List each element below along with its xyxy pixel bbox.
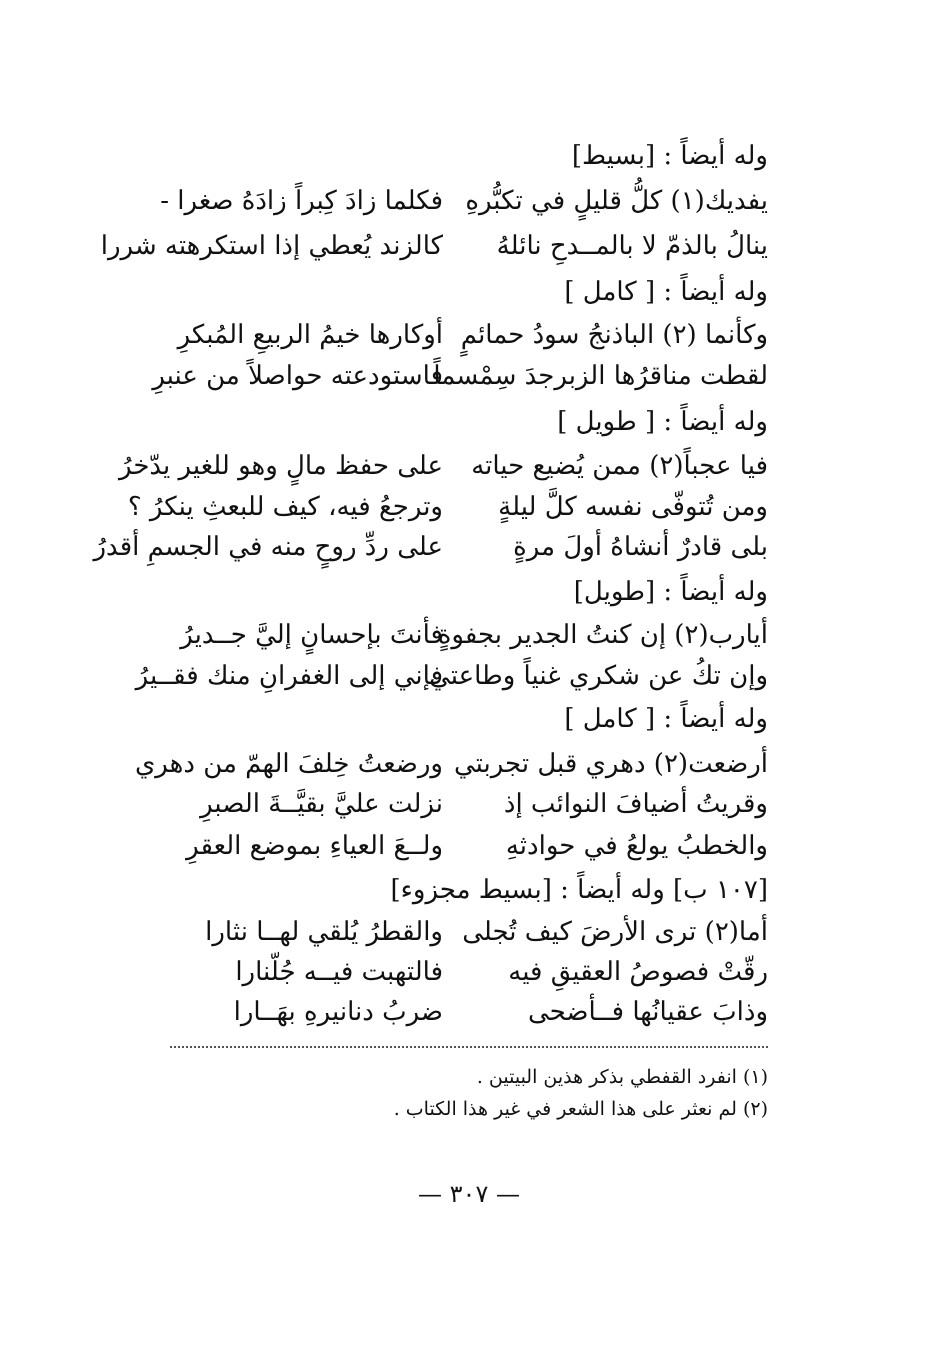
verse-second-hemistich: وترجعُ فيه، كيف للبعثِ ينكرُ ؟: [127, 492, 443, 522]
poem-header: وله أيضاً : [بسيط]: [571, 141, 768, 171]
verse-second-hemistich: ضربُ دنانيرهِ بهَــارا: [233, 997, 443, 1027]
verse-first-hemistich: بلى قادرٌ أنشاهُ أولَ مرةٍ: [513, 532, 768, 562]
verse-first-hemistich: رقّتْ فصوصُ العقيقِ فيه: [508, 957, 768, 987]
page-number: — ٣٠٧ —: [418, 1180, 520, 1208]
verse-first-hemistich: يفديك(١) كلُّ قليلٍ في تكبُّرهِ: [465, 186, 768, 216]
poem-header: وله أيضاً : [ طويل ]: [557, 407, 768, 437]
verse-first-hemistich: أيارب(٢) إن كنتُ الجدير بجفوةٍ: [437, 620, 768, 650]
verse-second-hemistich: فأنتَ بإحسانٍ إليَّ جــديرُ: [180, 620, 443, 650]
footnote-separator: [170, 1046, 768, 1048]
verse-first-hemistich: ينالُ بالذمّ لا بالمــدحِ نائلهُ: [496, 231, 768, 261]
verse-second-hemistich: أوكارها خيمُ الربيعِ المُبكرِ: [177, 320, 443, 350]
verse-first-hemistich: وذابَ عقيانُها فــأضحى: [527, 997, 768, 1027]
footnote: (١) انفرد القفطي بذكر هذين البيتين .: [476, 1066, 768, 1088]
verse-first-hemistich: فيا عجباً(٢) ممن يُضيع حياته: [471, 451, 768, 481]
verse-second-hemistich: فالتهبت فيــه جُلّنارا: [235, 957, 443, 987]
verse-second-hemistich: على حفظ مالٍ وهو للغير يدّخرُ: [118, 451, 443, 481]
poem-header: وله أيضاً : [ كامل ]: [564, 277, 768, 307]
verse-second-hemistich: على ردِّ روحٍ منه في الجسمِ أقدرُ: [93, 532, 443, 562]
verse-second-hemistich: ورضعتُ خِلفَ الهمّ من دهري: [134, 749, 443, 779]
verse-first-hemistich: ومن تُتوفّى نفسه كلَّ ليلةٍ: [498, 492, 768, 522]
verse-first-hemistich: أما(٢) ترى الأرضَ كيف تُجلى: [462, 917, 768, 947]
poem-header: وله أيضاً : [طويل]: [573, 577, 768, 607]
footnote: (٢) لم نعثر على هذا الشعر في غير هذا الكتاب .: [393, 1098, 768, 1120]
verse-second-hemistich: فإني إلى الغفرانِ منك فقــيرُ: [135, 661, 443, 691]
verse-first-hemistich: والخطبُ يولعُ في حوادثهِ: [505, 831, 768, 861]
verse-first-hemistich: وقريتُ أضيافَ النوائب إذ: [503, 789, 768, 819]
verse-second-hemistich: فاستودعته حواصلاً من عنبرِ: [152, 361, 443, 391]
verse-first-hemistich: وكأنما (٢) الباذنجُ سودُ حمائمٍ: [460, 320, 768, 350]
verse-second-hemistich: فكلما زادَ كِبراً زادَهُ صغرا -: [160, 186, 443, 216]
verse-second-hemistich: والقطرُ يُلقي لهــا نثارا: [205, 917, 443, 947]
poem-header: وله أيضاً : [ كامل ]: [564, 704, 768, 734]
verse-first-hemistich: لقطت مناقرُها الزبرجدَ سِمْسماً: [433, 361, 768, 391]
verse-first-hemistich: أرضعت(٢) دهري قبل تجربتي: [453, 749, 768, 779]
verse-second-hemistich: ولــعَ العياءِ بموضع العقرِ: [186, 831, 443, 861]
verse-second-hemistich: نزلت عليَّ بقيَّــةَ الصبرِ: [200, 789, 443, 819]
poem-header: [١٠٧ ب] وله أيضاً : [بسيط مجزوء]: [390, 875, 768, 905]
verse-first-hemistich: وإن تكُ عن شكري غنياً وطاعتي: [429, 661, 768, 691]
verse-second-hemistich: كالزند يُعطي إذا استكرهته شررا: [100, 231, 443, 261]
